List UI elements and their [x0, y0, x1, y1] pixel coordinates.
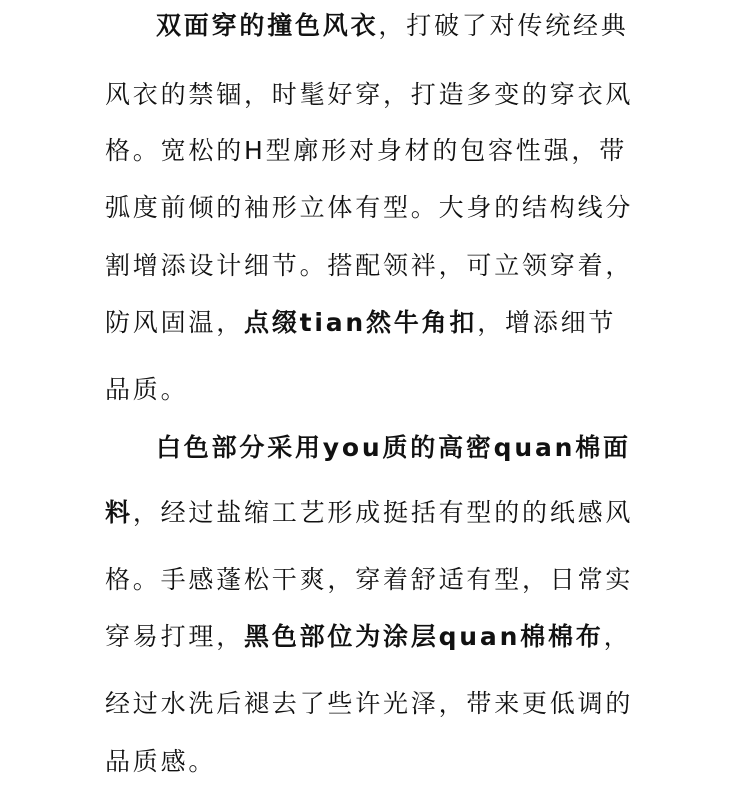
paragraph-1-line-2 — [0, 77, 750, 113]
text-run: 风衣的禁锢，时髦好穿，打造多变的穿衣风 — [105, 80, 634, 109]
paragraph-2-line-4 — [0, 619, 750, 655]
text-run: 格。宽松的H型廓形对身材的包容性强，带 — [105, 136, 628, 165]
text-run: 白色部分采用you质的高密quan棉面 — [156, 433, 631, 462]
paragraph-1-line-7 — [0, 372, 750, 408]
paragraph-2-line-5 — [0, 686, 750, 722]
text-run: ， — [603, 622, 632, 651]
text-run: 黑色部位为涂层quan棉棉布 — [244, 622, 604, 651]
text-run: ，经过盐缩工艺形成挺括有型的的纸感风 — [132, 498, 634, 527]
text-run: 品质。 — [105, 375, 189, 404]
text-run: 格。手感蓬松干爽，穿着舒适有型，日常实 — [105, 565, 634, 594]
text-run: 料 — [105, 498, 133, 527]
text-run: 穿易打理， — [105, 622, 245, 651]
text-run: ，增添细节 — [477, 308, 617, 337]
paragraph-1-line-5 — [0, 248, 750, 284]
paragraph-1-line-6 — [0, 305, 750, 341]
text-run: 弧度前倾的袖形立体有型。大身的结构线分 — [105, 193, 634, 222]
paragraph-2-line-3 — [0, 562, 750, 598]
paragraph-2-line-2 — [0, 495, 750, 531]
text-run: 防风固温， — [105, 308, 245, 337]
text-run: 割增添设计细节。搭配领袢，可立领穿着， — [105, 251, 634, 280]
text-run: ，打破了对传统经典 — [378, 11, 629, 40]
paragraph-2-line-1 — [0, 430, 750, 466]
text-run: 品质感。 — [105, 747, 217, 776]
paragraph-1-line-4 — [0, 190, 750, 226]
text-run: 经过水洗后褪去了些许光泽，带来更低调的 — [105, 689, 634, 718]
paragraph-2-line-6 — [0, 744, 750, 780]
text-run: 双面穿的撞色风衣 — [156, 11, 379, 40]
paragraph-1-line-1 — [0, 8, 750, 44]
text-run: 点缀tian然牛角扣 — [244, 308, 478, 337]
paragraph-1-line-3 — [0, 133, 750, 169]
